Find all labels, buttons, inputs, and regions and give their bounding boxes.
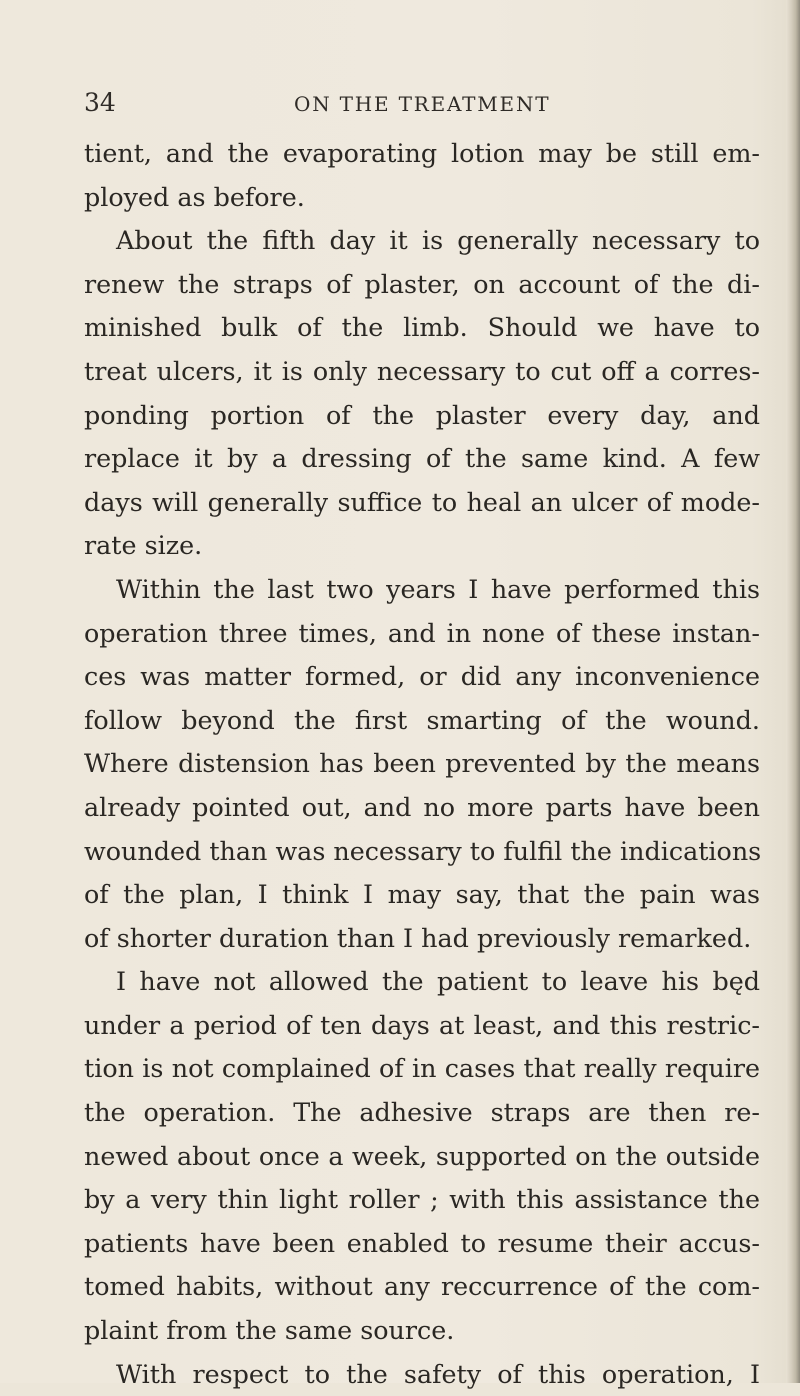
text-line: of the plan, I think I may say, that the pain was	[84, 879, 760, 910]
text-line: already pointed out, and no more parts have been	[84, 791, 760, 822]
text-line: operation three times, and in none of these instan-	[84, 617, 760, 648]
text-line: patients have been enabled to resume their accus-	[84, 1227, 760, 1258]
text-line: of shorter duration than I had previously remarked.	[84, 922, 752, 953]
text-line: follow beyond the first smarting of the wound.	[84, 704, 760, 735]
text-line: About the fifth day it is generally necessary to	[116, 225, 760, 256]
text-line: plaint from the same source.	[84, 1315, 455, 1346]
text-line: wounded than was necessary to fulfil the indications	[84, 835, 762, 866]
text-line: ponding portion of the plaster every day, and	[84, 399, 760, 430]
page-number: 34	[84, 88, 116, 117]
text-line: tient, and the evaporating lotion may be still em-	[84, 138, 760, 168]
text-line: treat ulcers, it is only necessary to cut off a corres-	[84, 355, 760, 386]
text-line: tomed habits, without any reccurrence of the com-	[84, 1271, 760, 1302]
page-header	[84, 88, 744, 122]
text-line: rate size.	[84, 530, 203, 561]
text-line: newed about once a week, supported on the outside	[84, 1140, 760, 1171]
running-head: ON THE TREATMENT	[294, 92, 551, 116]
text-line: Where distension has been prevented by the means	[84, 748, 760, 779]
text-line: the operation. The adhesive straps are then re-	[84, 1097, 760, 1128]
text-line: ces was matter formed, or did any inconvenience	[84, 661, 760, 692]
text-line: renew the straps of plaster, on account of the di-	[84, 268, 760, 299]
text-line: With respect to the safety of this operation, I	[116, 1358, 760, 1389]
text-line: minished bulk of the limb. Should we have to	[84, 312, 760, 343]
page-edge	[786, 0, 800, 1383]
text-line: ployed as before.	[84, 181, 305, 212]
text-line: tion is not complained of in cases that really require	[84, 1053, 760, 1084]
body-text	[84, 132, 760, 1396]
text-line: by a very thin light roller ; with this assistance the	[84, 1184, 760, 1215]
text-line: under a period of ten days at least, and this restric-	[84, 1009, 760, 1040]
text-line: days will generally suffice to heal an ulcer of mode-	[84, 486, 760, 517]
text-line: Within the last two years I have performed this	[116, 573, 760, 604]
text-line: replace it by a dressing of the same kind. A few	[84, 443, 760, 474]
text-line: I have not allowed the patient to leave his będ	[116, 966, 760, 997]
